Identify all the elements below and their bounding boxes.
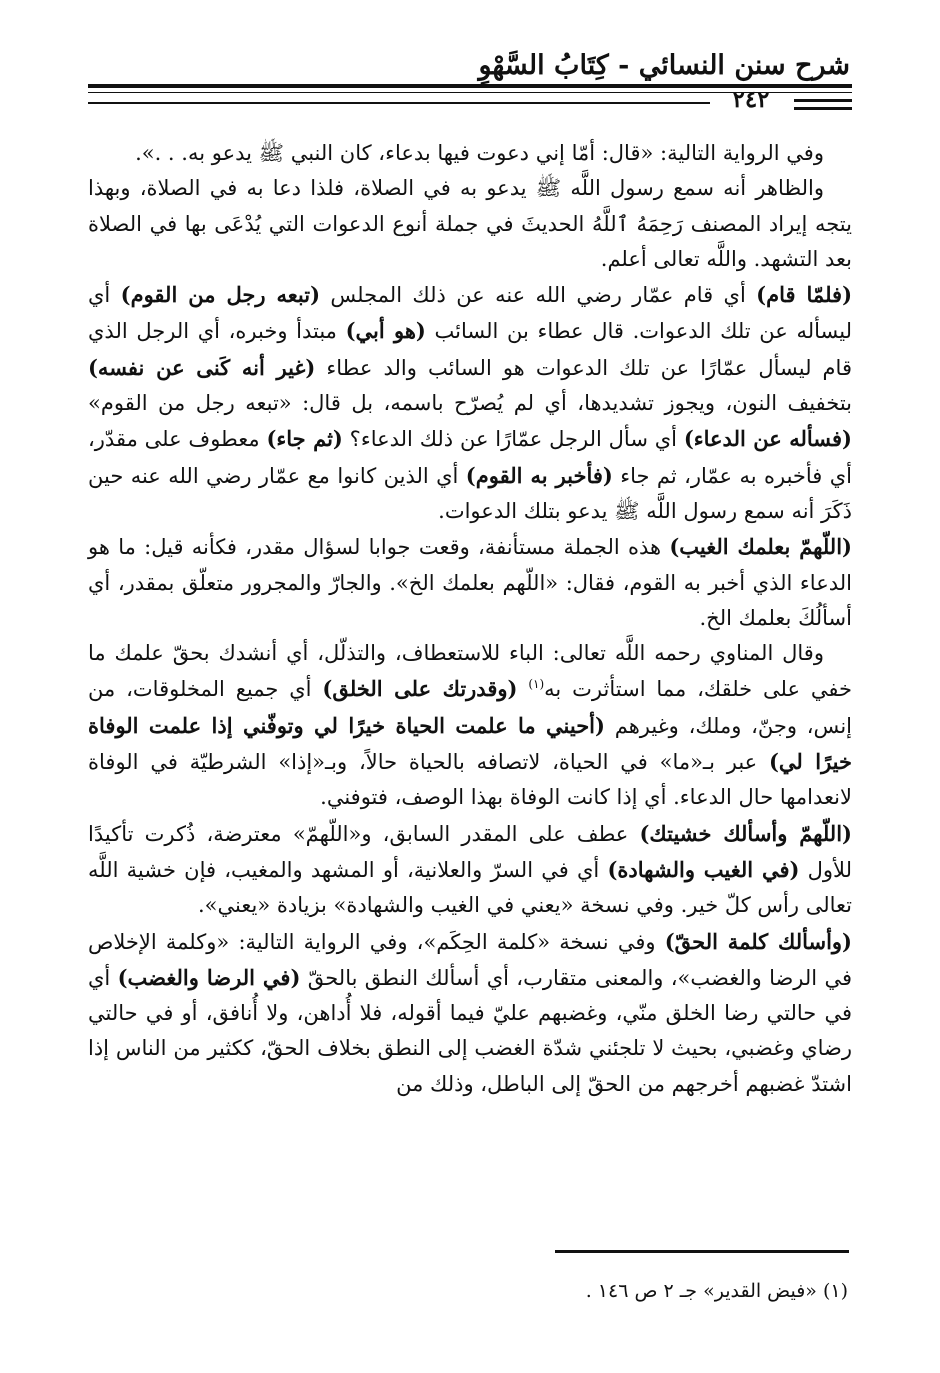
commentary-text: أي في السرّ والعلانية، أو المشهد والمغيب، فإن خشية اللَّه تعالى رأس كلّ خير. وفي نسخة «يعني في الغيب والشهادة» بزيادة «يعني». — [88, 857, 852, 918]
commentary-text: عطف على المقدر السابق، و«اللّهمّ» معترضة، ذُكرت تأكيدًا للأول — [88, 821, 852, 882]
commentary-text: وفي الرواية التالية: «قال: أمّا إني دعوت فيها بدعاء، كان النبي ﷺ يدعو به. . .». — [135, 141, 824, 165]
footnote-rule — [555, 1250, 849, 1253]
commentary-text: وفي نسخة «كلمة الحِكَم»، وفي الرواية التالية: «وكلمة الإخلاص في الرضا والغضب»، والمعنى متقارب، أي أسألك النطق بالحقّ — [88, 929, 852, 990]
commentary-text: معطوف على مقدّر، أي فأخبره به عمّار، ثم جاء — [88, 427, 852, 488]
footnote-marker: (١) — [528, 677, 545, 692]
running-title: شرح سنن النسائي - كِتَابُ السَّهْوِ — [478, 50, 850, 81]
hadith-quote: (فسأله عن الدعاء) — [683, 426, 852, 452]
paragraph — [88, 136, 852, 171]
page-number-rule-right-bottom — [794, 107, 852, 110]
hadith-quote: (وأسألك كلمة الحقّ) — [664, 928, 852, 954]
commentary-text — [517, 677, 528, 701]
hadith-quote: (هو أبي) — [345, 318, 426, 344]
paragraph — [88, 171, 852, 277]
commentary-text: أي ليسأله عن تلك الدعوات. قال عطاء بن السائب — [88, 283, 852, 344]
paragraph — [88, 277, 852, 529]
paragraph — [88, 636, 852, 815]
commentary-text: والظاهر أنه سمع رسول اللَّه ﷺ يدعو به في الصلاة، فلذا دعا به في الصلاة، وبهذا يتجه إيراد المصنف رَحِمَهُ ٱللَّهُ الحديثَ في جملة أنوع الدعوات التي يُدْعَى بها في الصلاة بعد التشهد. واللَّه تعالى أعلم. — [88, 176, 852, 271]
hadith-quote: (تبعه رجل من القوم) — [120, 282, 321, 308]
hadith-quote: (غير أنه كَنى عن نفسه) — [88, 354, 316, 380]
main-text — [88, 136, 852, 1102]
paragraph — [88, 924, 852, 1102]
hadith-quote: (في الرضا والغضب) — [117, 964, 301, 990]
footnote: (١) «فيض القدير» جـ ٢ ص ١٤٦ . — [585, 1280, 848, 1302]
paragraph — [88, 529, 852, 636]
hadith-quote: (اللّهمّ وأسألك خشيتك) — [639, 820, 852, 846]
commentary-text: بتخفيف النون، ويجوز تشديدها، أي لم يُصرّح باسمه، بل قال: «تبعه رجل من القوم» — [88, 391, 852, 416]
page-number-rule-left — [88, 102, 710, 104]
page-number: ٢٤٢ — [732, 86, 770, 113]
hadith-quote: (فلمّا قام) — [756, 282, 853, 308]
hadith-quote: (في الغيب والشهادة) — [607, 856, 800, 882]
hadith-quote: (اللّهمّ بعلمك الغيب) — [669, 534, 852, 560]
commentary-text: وقال المناوي رحمه اللَّه تعالى: الباء للاستعطاف، والتذلّل، أي أنشدك بحقّ علمك ما خفي على خلقك، مما استأثرت به — [88, 641, 852, 702]
commentary-text: عبر بـ«ما» في الحياة، لاتصافه بالحياة حالاً، وبـ«إذا» الشرطيّة في الوفاة لانعدامها حال الدعاء. أي إذا كانت الوفاة بهذا الوصف، فتوفني. — [88, 750, 852, 810]
hadith-quote: (أحيني ما علمت الحياة خيرًا لي وتوفّني إذا علمت الوفاة خيرًا لي) — [88, 712, 852, 775]
commentary-text: أي في حالتي رضا الخلق منّي، وغضبهم عليّ فيما أقوله، فلا أُداهن، ولا أُنافق، أو في حالتي رضاي وغضبي، بحيث لا تلجئني شدّة الغضب إلى النطق بخلاف الحقّ، ككثير من الناس إذا اشتدّ غضبهم أخرجهم من الحقّ إلى الباطل، وذلك من — [88, 965, 852, 1096]
hadith-quote: (وقدرتك على الخلق) — [322, 676, 518, 702]
page-number-rule-right-top — [794, 99, 852, 102]
commentary-text: أي جميع المخلوقات، من إنس، وجنّ، وملك، وغيرهم — [88, 677, 852, 738]
commentary-text: أي سأل الرجل عمّارًا عن ذلك الدعاء؟ — [342, 427, 684, 452]
commentary-text: هذه الجملة مستأنفة، وقعت جوابا لسؤال مقدر، فكأنه قيل: ما هو الدعاء الذي أخبر به القوم، فقال: «اللّهم بعلمك الخ». والجارّ والمجرور متعلّق بمقدر، أي أسألُكَ بعلمك الخ. — [88, 535, 852, 630]
commentary-text: أي الذين كانوا مع عمّار رضي الله عنه حين ذَكَرَ أنه سمع رسول اللَّه ﷺ يدعو بتلك الدعوات. — [88, 463, 852, 523]
hadith-quote: (ثم جاء) — [266, 426, 343, 452]
commentary-text: أي قام عمّار رضي الله عنه عن ذلك المجلس — [320, 283, 757, 308]
hadith-quote: (فأخبر به القوم) — [465, 462, 613, 488]
paragraph — [88, 816, 852, 924]
commentary-text: مبتدأ وخبره، أي الرجل الذي قام ليسأل عمّارًا عن تلك الدعوات هو السائب والد عطاء — [88, 319, 852, 380]
